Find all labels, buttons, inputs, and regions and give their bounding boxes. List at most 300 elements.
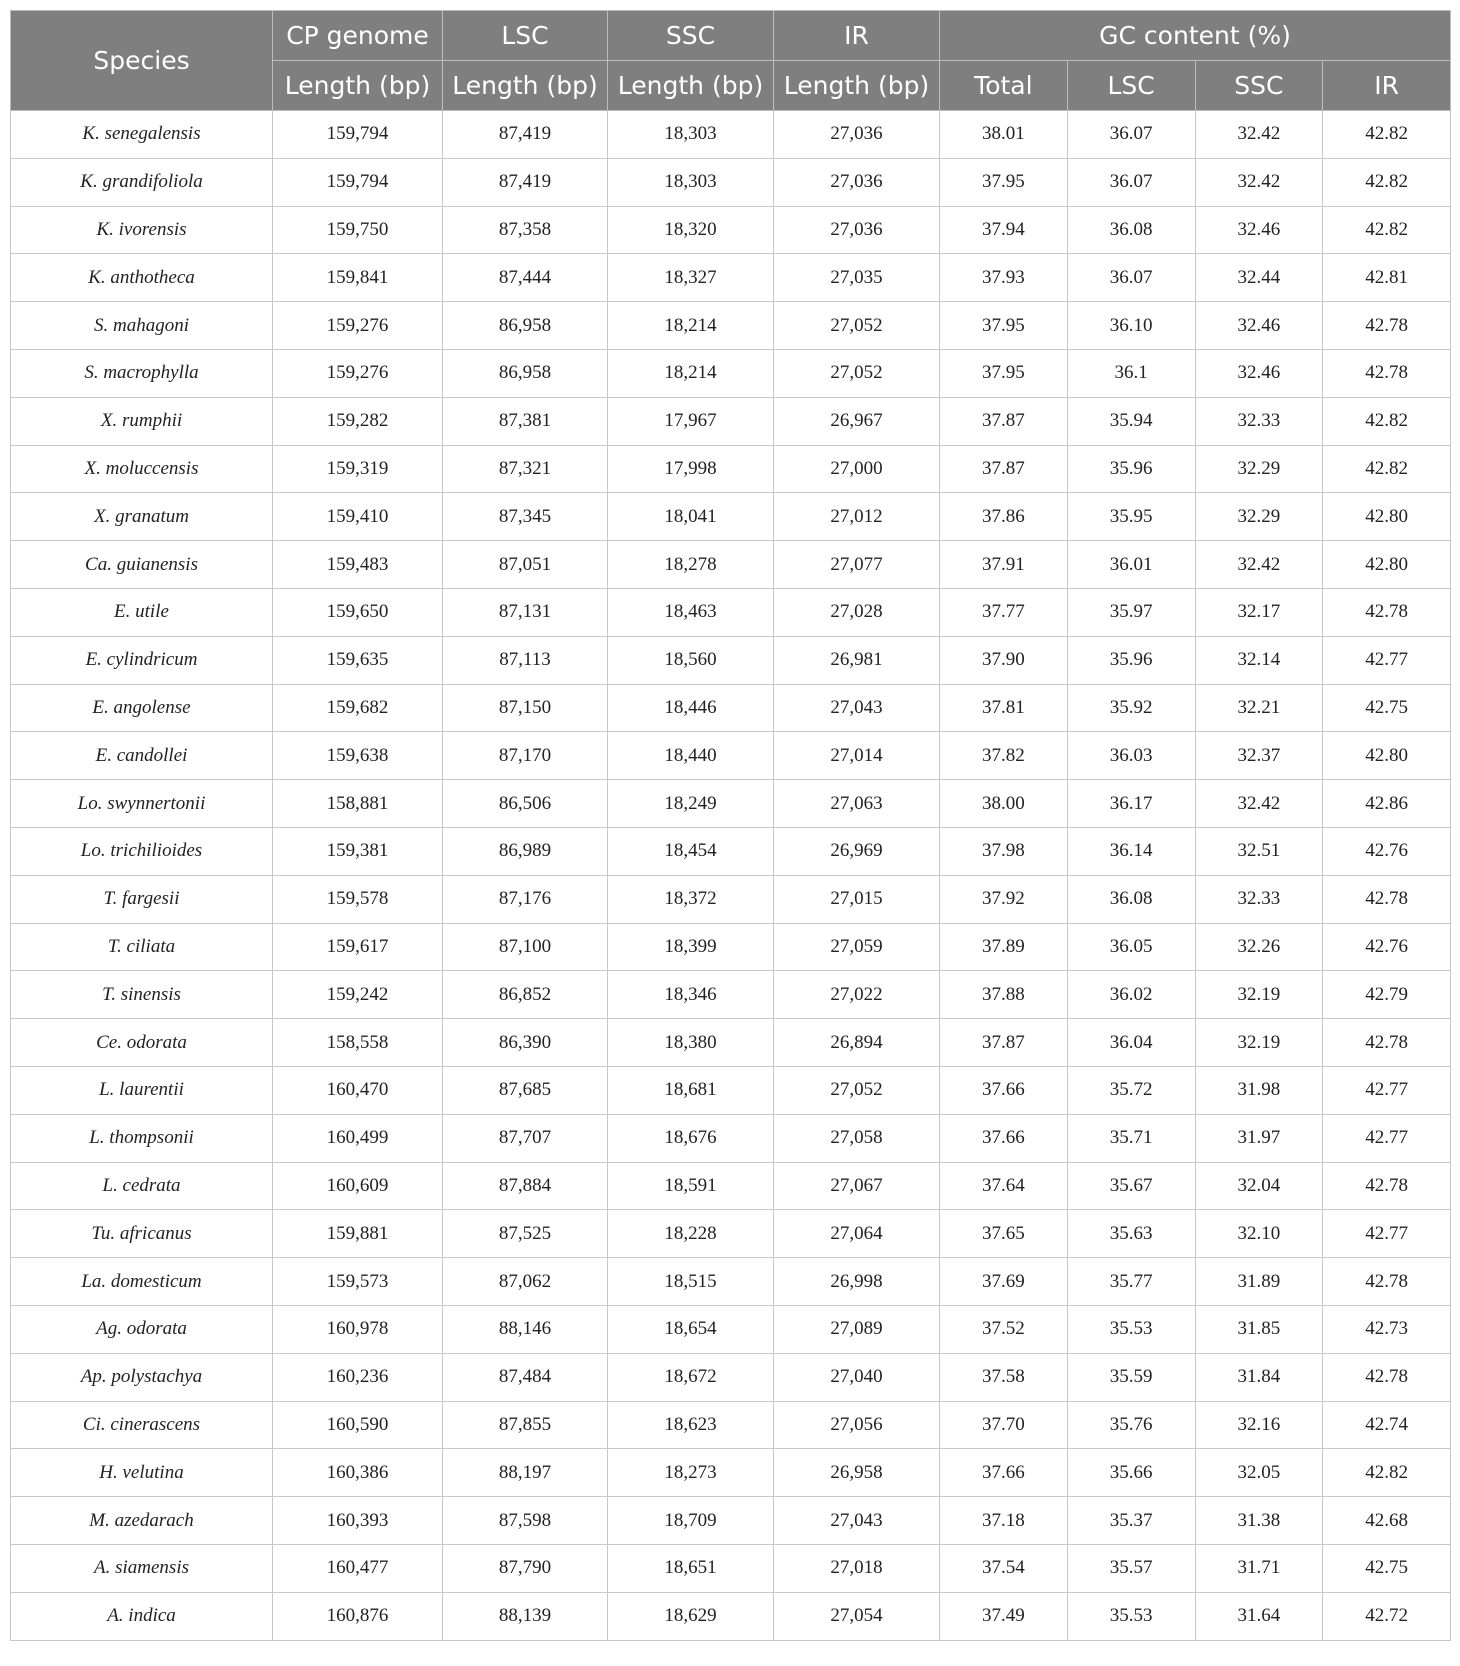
table-row (11, 1210, 1451, 1258)
gc-total-cell: 37.66 (940, 1114, 1068, 1162)
gc-total-cell: 37.98 (940, 827, 1068, 875)
table-row (11, 684, 1451, 732)
ir-length-cell: 27,059 (774, 923, 940, 971)
ssc-length-cell: 18,214 (608, 302, 774, 350)
gc-total-cell: 37.52 (940, 1305, 1068, 1353)
ir-length-cell: 27,089 (774, 1305, 940, 1353)
gc-total-cell: 37.66 (940, 1449, 1068, 1497)
gc-total-cell: 37.95 (940, 302, 1068, 350)
gc-total-cell: 37.95 (940, 349, 1068, 397)
cp-length-cell: 159,276 (273, 302, 443, 350)
species-cell: K. anthotheca (11, 254, 273, 302)
gc-ir-cell: 42.81 (1323, 254, 1451, 302)
gc-lsc-cell: 35.92 (1067, 684, 1195, 732)
cp-length-cell: 160,590 (273, 1401, 443, 1449)
cp-length-cell: 159,282 (273, 397, 443, 445)
species-cell: X. granatum (11, 493, 273, 541)
gc-total-cell: 38.01 (940, 111, 1068, 159)
cp-length-cell: 159,617 (273, 923, 443, 971)
ssc-length-cell: 18,346 (608, 971, 774, 1019)
gc-total-cell: 37.93 (940, 254, 1068, 302)
gc-ssc-cell: 32.19 (1195, 1019, 1323, 1067)
gc-total-cell: 37.69 (940, 1258, 1068, 1306)
header-gc-ssc: SSC (1195, 61, 1323, 111)
ir-length-cell: 26,894 (774, 1019, 940, 1067)
ssc-length-cell: 18,327 (608, 254, 774, 302)
lsc-length-cell: 87,598 (443, 1497, 608, 1545)
gc-lsc-cell: 36.05 (1067, 923, 1195, 971)
cp-length-cell: 159,276 (273, 349, 443, 397)
gc-lsc-cell: 35.67 (1067, 1162, 1195, 1210)
gc-total-cell: 37.87 (940, 397, 1068, 445)
cp-length-cell: 158,558 (273, 1019, 443, 1067)
table-row (11, 780, 1451, 828)
cp-length-cell: 159,841 (273, 254, 443, 302)
gc-ir-cell: 42.86 (1323, 780, 1451, 828)
chloroplast-genome-table (10, 10, 1451, 1641)
table-row (11, 111, 1451, 159)
ir-length-cell: 26,981 (774, 636, 940, 684)
lsc-length-cell: 87,100 (443, 923, 608, 971)
table-row (11, 349, 1451, 397)
header-species: Species (11, 11, 273, 111)
lsc-length-cell: 87,381 (443, 397, 608, 445)
header-gc-content: GC content (%) (940, 11, 1451, 61)
cp-length-cell: 159,381 (273, 827, 443, 875)
table-row (11, 1162, 1451, 1210)
table-row (11, 732, 1451, 780)
cp-length-cell: 160,499 (273, 1114, 443, 1162)
species-cell: K. grandifoliola (11, 158, 273, 206)
gc-ssc-cell: 32.42 (1195, 541, 1323, 589)
table-row (11, 827, 1451, 875)
species-cell: M. azedarach (11, 1497, 273, 1545)
header-cp-length: Length (bp) (273, 61, 443, 111)
cp-length-cell: 159,635 (273, 636, 443, 684)
gc-ir-cell: 42.73 (1323, 1305, 1451, 1353)
gc-total-cell: 37.86 (940, 493, 1068, 541)
gc-total-cell: 37.18 (940, 1497, 1068, 1545)
table-row (11, 397, 1451, 445)
header-ssc: SSC (608, 11, 774, 61)
cp-length-cell: 159,750 (273, 206, 443, 254)
ir-length-cell: 26,998 (774, 1258, 940, 1306)
cp-length-cell: 159,578 (273, 875, 443, 923)
table-row (11, 875, 1451, 923)
gc-lsc-cell: 35.72 (1067, 1066, 1195, 1114)
gc-lsc-cell: 36.1 (1067, 349, 1195, 397)
species-cell: Tu. africanus (11, 1210, 273, 1258)
species-cell: K. ivorensis (11, 206, 273, 254)
table-row (11, 206, 1451, 254)
ssc-length-cell: 18,591 (608, 1162, 774, 1210)
lsc-length-cell: 87,707 (443, 1114, 608, 1162)
species-cell: X. rumphii (11, 397, 273, 445)
gc-ssc-cell: 32.21 (1195, 684, 1323, 732)
gc-ir-cell: 42.75 (1323, 684, 1451, 732)
lsc-length-cell: 87,358 (443, 206, 608, 254)
lsc-length-cell: 88,197 (443, 1449, 608, 1497)
ir-length-cell: 27,043 (774, 1497, 940, 1545)
ir-length-cell: 27,036 (774, 158, 940, 206)
gc-ir-cell: 42.76 (1323, 923, 1451, 971)
species-cell: E. candollei (11, 732, 273, 780)
header-gc-total: Total (940, 61, 1068, 111)
gc-ssc-cell: 32.42 (1195, 780, 1323, 828)
header-ir: IR (774, 11, 940, 61)
lsc-length-cell: 87,790 (443, 1544, 608, 1592)
ir-length-cell: 27,052 (774, 1066, 940, 1114)
species-cell: T. sinensis (11, 971, 273, 1019)
ir-length-cell: 27,028 (774, 588, 940, 636)
species-cell: H. velutina (11, 1449, 273, 1497)
lsc-length-cell: 87,176 (443, 875, 608, 923)
table-row (11, 636, 1451, 684)
gc-ir-cell: 42.77 (1323, 636, 1451, 684)
species-cell: La. domesticum (11, 1258, 273, 1306)
lsc-length-cell: 87,131 (443, 588, 608, 636)
lsc-length-cell: 87,150 (443, 684, 608, 732)
gc-ir-cell: 42.82 (1323, 397, 1451, 445)
ssc-length-cell: 18,249 (608, 780, 774, 828)
ir-length-cell: 27,056 (774, 1401, 940, 1449)
ssc-length-cell: 18,629 (608, 1592, 774, 1640)
cp-length-cell: 160,470 (273, 1066, 443, 1114)
table-row (11, 923, 1451, 971)
gc-total-cell: 37.87 (940, 1019, 1068, 1067)
gc-lsc-cell: 35.77 (1067, 1258, 1195, 1306)
table-row (11, 541, 1451, 589)
species-cell: Ce. odorata (11, 1019, 273, 1067)
species-cell: L. thompsonii (11, 1114, 273, 1162)
gc-ir-cell: 42.80 (1323, 732, 1451, 780)
gc-ir-cell: 42.77 (1323, 1210, 1451, 1258)
gc-lsc-cell: 35.97 (1067, 588, 1195, 636)
table-row (11, 1353, 1451, 1401)
gc-ir-cell: 42.72 (1323, 1592, 1451, 1640)
species-cell: S. macrophylla (11, 349, 273, 397)
ssc-length-cell: 18,709 (608, 1497, 774, 1545)
table-row (11, 1019, 1451, 1067)
gc-lsc-cell: 36.08 (1067, 875, 1195, 923)
gc-lsc-cell: 36.07 (1067, 111, 1195, 159)
table-row (11, 1305, 1451, 1353)
species-cell: Ci. cinerascens (11, 1401, 273, 1449)
table-row (11, 1592, 1451, 1640)
cp-length-cell: 160,477 (273, 1544, 443, 1592)
gc-ssc-cell: 32.46 (1195, 206, 1323, 254)
ssc-length-cell: 18,303 (608, 111, 774, 159)
gc-lsc-cell: 35.71 (1067, 1114, 1195, 1162)
species-cell: L. laurentii (11, 1066, 273, 1114)
gc-ssc-cell: 32.04 (1195, 1162, 1323, 1210)
gc-ir-cell: 42.78 (1323, 1162, 1451, 1210)
ssc-length-cell: 18,041 (608, 493, 774, 541)
species-cell: Lo. trichilioides (11, 827, 273, 875)
gc-ir-cell: 42.82 (1323, 111, 1451, 159)
lsc-length-cell: 88,139 (443, 1592, 608, 1640)
gc-lsc-cell: 36.08 (1067, 206, 1195, 254)
gc-lsc-cell: 35.37 (1067, 1497, 1195, 1545)
lsc-length-cell: 86,989 (443, 827, 608, 875)
lsc-length-cell: 88,146 (443, 1305, 608, 1353)
gc-lsc-cell: 36.07 (1067, 254, 1195, 302)
cp-length-cell: 159,410 (273, 493, 443, 541)
gc-ssc-cell: 32.33 (1195, 875, 1323, 923)
header-lsc: LSC (443, 11, 608, 61)
gc-ir-cell: 42.78 (1323, 302, 1451, 350)
species-cell: X. moluccensis (11, 445, 273, 493)
gc-ir-cell: 42.82 (1323, 1449, 1451, 1497)
ssc-length-cell: 18,446 (608, 684, 774, 732)
header-cp-genome: CP genome (273, 11, 443, 61)
gc-ssc-cell: 32.16 (1195, 1401, 1323, 1449)
species-cell: T. fargesii (11, 875, 273, 923)
table-row (11, 1497, 1451, 1545)
cp-length-cell: 160,236 (273, 1353, 443, 1401)
ssc-length-cell: 18,303 (608, 158, 774, 206)
species-cell: Ca. guianensis (11, 541, 273, 589)
ir-length-cell: 27,054 (774, 1592, 940, 1640)
table-row (11, 254, 1451, 302)
cp-length-cell: 158,881 (273, 780, 443, 828)
gc-lsc-cell: 36.01 (1067, 541, 1195, 589)
cp-length-cell: 159,319 (273, 445, 443, 493)
gc-lsc-cell: 35.63 (1067, 1210, 1195, 1258)
gc-total-cell: 37.92 (940, 875, 1068, 923)
ssc-length-cell: 18,651 (608, 1544, 774, 1592)
ssc-length-cell: 18,278 (608, 541, 774, 589)
lsc-length-cell: 87,170 (443, 732, 608, 780)
species-cell: Ag. odorata (11, 1305, 273, 1353)
ir-length-cell: 27,000 (774, 445, 940, 493)
gc-total-cell: 37.54 (940, 1544, 1068, 1592)
cp-length-cell: 159,242 (273, 971, 443, 1019)
table-row (11, 1544, 1451, 1592)
ir-length-cell: 27,058 (774, 1114, 940, 1162)
lsc-length-cell: 87,419 (443, 111, 608, 159)
cp-length-cell: 159,794 (273, 111, 443, 159)
ssc-length-cell: 18,515 (608, 1258, 774, 1306)
species-cell: E. cylindricum (11, 636, 273, 684)
species-cell: S. mahagoni (11, 302, 273, 350)
ir-length-cell: 27,067 (774, 1162, 940, 1210)
gc-total-cell: 37.90 (940, 636, 1068, 684)
gc-lsc-cell: 35.96 (1067, 445, 1195, 493)
species-cell: A. indica (11, 1592, 273, 1640)
header-ssc-length: Length (bp) (608, 61, 774, 111)
lsc-length-cell: 86,390 (443, 1019, 608, 1067)
gc-ir-cell: 42.82 (1323, 206, 1451, 254)
gc-lsc-cell: 35.96 (1067, 636, 1195, 684)
header-ir-length: Length (bp) (774, 61, 940, 111)
gc-lsc-cell: 36.02 (1067, 971, 1195, 1019)
table-body (11, 111, 1451, 1641)
lsc-length-cell: 87,484 (443, 1353, 608, 1401)
header-row-1 (11, 11, 1451, 61)
ssc-length-cell: 18,372 (608, 875, 774, 923)
gc-ir-cell: 42.82 (1323, 445, 1451, 493)
gc-total-cell: 37.49 (940, 1592, 1068, 1640)
header-gc-ir: IR (1323, 61, 1451, 111)
lsc-length-cell: 87,321 (443, 445, 608, 493)
gc-ir-cell: 42.78 (1323, 1019, 1451, 1067)
gc-ssc-cell: 32.33 (1195, 397, 1323, 445)
table-row (11, 588, 1451, 636)
gc-lsc-cell: 35.59 (1067, 1353, 1195, 1401)
cp-length-cell: 159,682 (273, 684, 443, 732)
lsc-length-cell: 87,685 (443, 1066, 608, 1114)
lsc-length-cell: 87,113 (443, 636, 608, 684)
gc-ssc-cell: 32.51 (1195, 827, 1323, 875)
ir-length-cell: 27,043 (774, 684, 940, 732)
lsc-length-cell: 86,852 (443, 971, 608, 1019)
cp-length-cell: 160,978 (273, 1305, 443, 1353)
ssc-length-cell: 18,676 (608, 1114, 774, 1162)
species-cell: L. cedrata (11, 1162, 273, 1210)
ir-length-cell: 27,063 (774, 780, 940, 828)
gc-ssc-cell: 31.64 (1195, 1592, 1323, 1640)
gc-ssc-cell: 32.26 (1195, 923, 1323, 971)
gc-ssc-cell: 32.29 (1195, 493, 1323, 541)
table-row (11, 158, 1451, 206)
gc-ir-cell: 42.78 (1323, 1258, 1451, 1306)
gc-ssc-cell: 32.19 (1195, 971, 1323, 1019)
gc-ssc-cell: 31.89 (1195, 1258, 1323, 1306)
ir-length-cell: 27,052 (774, 302, 940, 350)
gc-ssc-cell: 31.84 (1195, 1353, 1323, 1401)
gc-ir-cell: 42.76 (1323, 827, 1451, 875)
cp-length-cell: 160,386 (273, 1449, 443, 1497)
gc-ir-cell: 42.80 (1323, 541, 1451, 589)
ssc-length-cell: 18,214 (608, 349, 774, 397)
table-row (11, 1066, 1451, 1114)
ir-length-cell: 27,036 (774, 111, 940, 159)
lsc-length-cell: 87,051 (443, 541, 608, 589)
cp-length-cell: 160,393 (273, 1497, 443, 1545)
species-cell: Lo. swynnertonii (11, 780, 273, 828)
gc-total-cell: 37.64 (940, 1162, 1068, 1210)
gc-ir-cell: 42.68 (1323, 1497, 1451, 1545)
cp-length-cell: 159,573 (273, 1258, 443, 1306)
gc-lsc-cell: 36.17 (1067, 780, 1195, 828)
ssc-length-cell: 18,463 (608, 588, 774, 636)
species-cell: T. ciliata (11, 923, 273, 971)
gc-total-cell: 37.88 (940, 971, 1068, 1019)
table-row (11, 1401, 1451, 1449)
gc-ir-cell: 42.79 (1323, 971, 1451, 1019)
ir-length-cell: 27,052 (774, 349, 940, 397)
ir-length-cell: 26,958 (774, 1449, 940, 1497)
gc-total-cell: 37.91 (940, 541, 1068, 589)
gc-ssc-cell: 31.38 (1195, 1497, 1323, 1545)
ssc-length-cell: 17,998 (608, 445, 774, 493)
gc-total-cell: 37.58 (940, 1353, 1068, 1401)
cp-length-cell: 159,650 (273, 588, 443, 636)
species-cell: E. utile (11, 588, 273, 636)
table-header (11, 11, 1451, 111)
gc-total-cell: 37.94 (940, 206, 1068, 254)
cp-length-cell: 159,483 (273, 541, 443, 589)
table-row (11, 1114, 1451, 1162)
gc-lsc-cell: 36.03 (1067, 732, 1195, 780)
gc-ssc-cell: 32.05 (1195, 1449, 1323, 1497)
gc-ssc-cell: 32.14 (1195, 636, 1323, 684)
gc-lsc-cell: 35.53 (1067, 1592, 1195, 1640)
gc-lsc-cell: 36.07 (1067, 158, 1195, 206)
gc-ir-cell: 42.78 (1323, 875, 1451, 923)
species-cell: Ap. polystachya (11, 1353, 273, 1401)
gc-ssc-cell: 32.17 (1195, 588, 1323, 636)
gc-lsc-cell: 35.76 (1067, 1401, 1195, 1449)
gc-total-cell: 37.70 (940, 1401, 1068, 1449)
gc-lsc-cell: 36.04 (1067, 1019, 1195, 1067)
ir-length-cell: 26,969 (774, 827, 940, 875)
ir-length-cell: 27,036 (774, 206, 940, 254)
ssc-length-cell: 18,228 (608, 1210, 774, 1258)
gc-ssc-cell: 32.37 (1195, 732, 1323, 780)
gc-lsc-cell: 35.53 (1067, 1305, 1195, 1353)
ssc-length-cell: 18,380 (608, 1019, 774, 1067)
gc-ssc-cell: 32.44 (1195, 254, 1323, 302)
gc-ssc-cell: 31.71 (1195, 1544, 1323, 1592)
gc-ir-cell: 42.75 (1323, 1544, 1451, 1592)
ir-length-cell: 27,014 (774, 732, 940, 780)
lsc-length-cell: 87,062 (443, 1258, 608, 1306)
ssc-length-cell: 18,681 (608, 1066, 774, 1114)
gc-ir-cell: 42.74 (1323, 1401, 1451, 1449)
gc-ssc-cell: 31.98 (1195, 1066, 1323, 1114)
gc-total-cell: 37.95 (940, 158, 1068, 206)
species-cell: A. siamensis (11, 1544, 273, 1592)
gc-total-cell: 37.81 (940, 684, 1068, 732)
ir-length-cell: 27,022 (774, 971, 940, 1019)
gc-ir-cell: 42.78 (1323, 349, 1451, 397)
ir-length-cell: 27,012 (774, 493, 940, 541)
gc-total-cell: 38.00 (940, 780, 1068, 828)
gc-lsc-cell: 35.95 (1067, 493, 1195, 541)
gc-lsc-cell: 36.10 (1067, 302, 1195, 350)
gc-ssc-cell: 31.85 (1195, 1305, 1323, 1353)
gc-ssc-cell: 32.10 (1195, 1210, 1323, 1258)
header-lsc-length: Length (bp) (443, 61, 608, 111)
ir-length-cell: 26,967 (774, 397, 940, 445)
table-row (11, 1449, 1451, 1497)
lsc-length-cell: 87,444 (443, 254, 608, 302)
ir-length-cell: 27,015 (774, 875, 940, 923)
lsc-length-cell: 87,855 (443, 1401, 608, 1449)
gc-lsc-cell: 35.94 (1067, 397, 1195, 445)
gc-total-cell: 37.65 (940, 1210, 1068, 1258)
ssc-length-cell: 18,672 (608, 1353, 774, 1401)
ssc-length-cell: 18,273 (608, 1449, 774, 1497)
gc-ir-cell: 42.77 (1323, 1114, 1451, 1162)
gc-total-cell: 37.89 (940, 923, 1068, 971)
ir-length-cell: 27,040 (774, 1353, 940, 1401)
table-row (11, 302, 1451, 350)
cp-length-cell: 159,881 (273, 1210, 443, 1258)
table-row (11, 445, 1451, 493)
table-row (11, 493, 1451, 541)
cp-length-cell: 159,638 (273, 732, 443, 780)
gc-lsc-cell: 36.14 (1067, 827, 1195, 875)
ssc-length-cell: 18,560 (608, 636, 774, 684)
ssc-length-cell: 18,623 (608, 1401, 774, 1449)
gc-total-cell: 37.87 (940, 445, 1068, 493)
chloroplast-genome-table-container (10, 10, 1450, 1641)
table-row (11, 971, 1451, 1019)
species-cell: K. senegalensis (11, 111, 273, 159)
